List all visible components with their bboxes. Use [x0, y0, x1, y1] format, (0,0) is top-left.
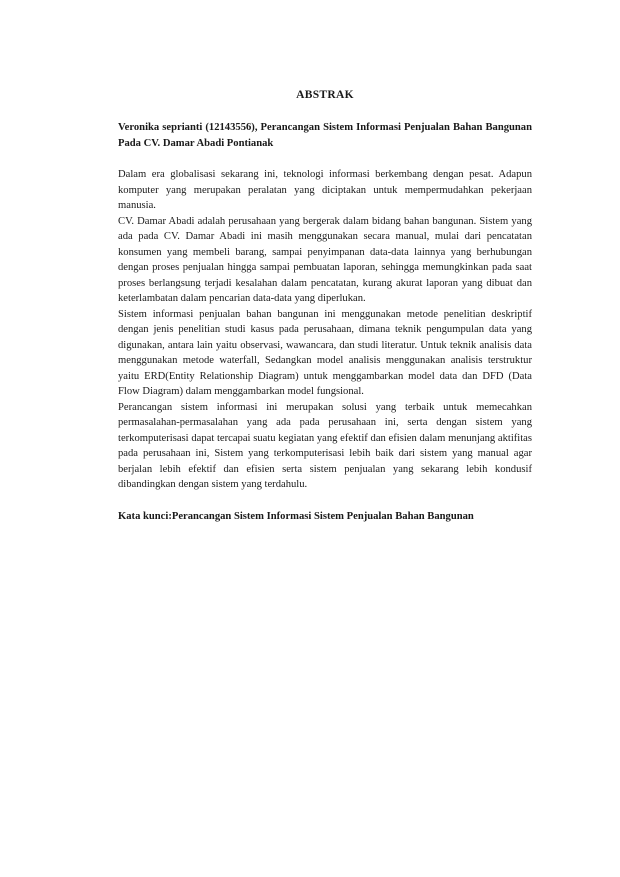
page-title: ABSTRAK	[296, 89, 354, 101]
paragraph-1: Dalam era globalisasi sekarang ini, teknologi informasi berkembang dengan pesat. Adapun komputer yang merupakan peralatan yang diciptakan untuk mempermudahkan pekerjaan manusia.	[118, 169, 532, 211]
keywords: Kata kunci:Perancangan Sistem Informasi Sistem Penjualan Bahan Bangunan	[118, 510, 474, 522]
paragraph-4: Perancangan sistem informasi ini merupakan solusi yang terbaik untuk memecahkan permasalahan-permasalahan yang ada pada perusahaan ini, serta dengan sistem yang terkomputerisasi dapat tercapai suatu kegiatan yang efektif dan efisien dalam menunjang aktifitas pada perusahaan ini, Sistem yang terkomputerisasi lebih baik dari sistem yang manual agar berjalan lebih efektif dan efisien serta sistem penjualan yang sekarang lebih kondusif dibandingkan dengan sistem yang terdahulu.	[118, 401, 532, 490]
paragraph-2: CV. Damar Abadi adalah perusahaan yang bergerak dalam bidang bahan bangunan. Sistem yang ada pada CV. Damar Abadi ini masih menggunakan secara manual, mulai dari pencatatan konsumen yang membeli barang, sampai penyimpanan data-data lainnya yang berhubungan dengan proses penjualan hingga sampai pembuatan laporan, sehingga memungkinkan pada saat proses berlangsung terjadi kesalahan dalam pencatatan, kurang akurat laporan yang dibuat dan keterlambatan dalam pencarian data-data yang diperlukan.	[118, 215, 532, 304]
paragraph-3: Sistem informasi penjualan bahan bangunan ini menggunakan metode penelitian deskriptif dengan jenis penelitian studi kasus pada perusahaan, dimana teknik pengumpulan data yang digunakan, antara lain yaitu observasi, wawancara, dan studi literatur. Untuk teknik analisis data menggunakan metode waterfall, Sedangkan model analisis menggunakan analisis terstruktur yaitu ERD(Entity Relationship Diagram) untuk menggambarkan model data dan DFD (Data Flow Diagram) dalam menggambarkan model fungsional.	[118, 308, 532, 397]
abstract-page	[118, 89, 532, 524]
author-line: Veronika seprianti (12143556), Perancangan Sistem Informasi Penjualan Bahan Bangunan Pada CV. Damar Abadi Pontianak	[118, 122, 532, 149]
abstract-body	[118, 167, 532, 493]
